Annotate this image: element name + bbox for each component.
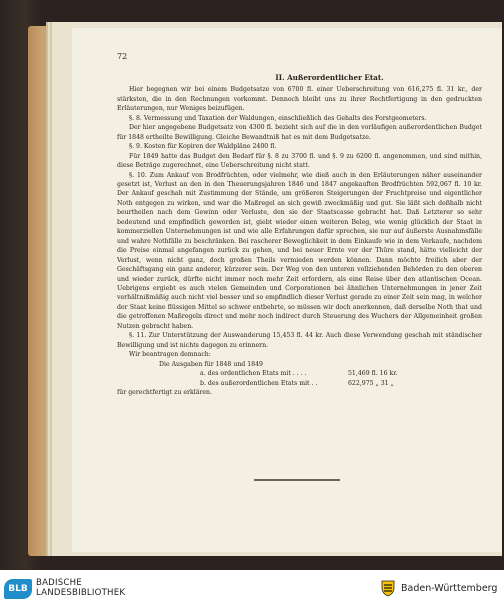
paragraph: §. 11. Zur Unterstützung der Auswanderung 15,453 fl. 44 kr. Auch diese Verwendung geschah mit ständischer Bewilligung und ist nichts dagegen zu erinnern.: [117, 332, 482, 349]
request-intro: Wir beantragen demnach:: [129, 351, 211, 359]
request-closing: für gerechtfertigt zu erklären.: [117, 388, 212, 396]
footer-bar: [0, 570, 504, 606]
state-crest-icon[interactable]: [380, 579, 396, 597]
paragraph: Der hier angegebene Budgetsatz von 4300 fl. bezieht sich auf die in den vorläufigen außerordentlichen Budget für 1848 ertheilte Bewilligung. Gleiche Bewandtniß hat es mit dem Budgetsatze.: [117, 124, 482, 141]
request-row-label: b. des außerordentlichen Etats mit . .: [200, 379, 318, 387]
library-name: [36, 578, 125, 598]
library-name-line1: BADISCHE: [36, 578, 82, 588]
request-row-a: [117, 369, 482, 378]
request-detail: Die Ausgaben für 1848 und 1849: [159, 360, 263, 368]
library-name-line2: LANDESBIBLIOTHEK: [36, 588, 126, 598]
blb-logo[interactable]: BLB: [4, 579, 32, 599]
request-row-value: 622,975 „ 31 „: [348, 379, 394, 387]
paragraph: Hier begegnen wir bei einem Budgetsatze von 6700 fl. einer Ueberschreitung von 616,275 fl. 31 kr., der stärksten, die in den Rechnungen vorkommt. Dennoch bleibt uns zu ihrer Rechtfertigung in den gedruckten Erläuterungen, nur Weniges beizufügen.: [117, 86, 482, 113]
paragraph: §. 9. Kosten für Kopiren der Waldpläne 2400 fl.: [129, 143, 277, 151]
closing-rule: [254, 479, 340, 481]
request-row-label: a. des ordentlichen Etats mit . . . .: [200, 370, 307, 378]
paragraph: §. 10. Zum Ankauf von Brodfrüchten, oder vielmehr, wie dieß auch in den Erläuterungen näher auseinander gesetzt ist, Verlust an den in den Theuerungsjahren 1846 und 1847 angekauften Brodfrüchten 592,067 fl. 10 kr. Der Ankauf geschah mit Zustimmung der Stände, um größeren Steigerungen der Fruchtpreise und eigentlicher Noth entgegen zu wirken, und war die Maßregel an sich gewiß zweckmäßig und gut. Sie läßt sich deßhalb nicht beurtheilen nach dem Gewinn oder Verluste, den sie der Staatscasse gebracht hat. Daß Letzterer so sehr bedeutend und empfindlich geworden ist, giebt wieder einen weiteren Beleg, wie wenig glücklich der Staat in kommerziellen Unternehmungen ist und wie alle Erfahrungen dafür sprechen, sie nur auf äußerste Ausnahmsfälle und wahre Nothfälle zu beschränken. Bei rascherer Beweglichkeit in dem Einkaufe wie in dem Verkaufe, nachdem die Preise einmal angefangen zurück zu gehen, und bei neuer Ernte vor der Thüre stand, hätte vielleicht der Verlust, wenn nicht ganz, doch großen Theils vermieden werden können. Dann möchte freilich aber der Geschäftsgang ein ganz anderer, kürzerer sein. Der Weg von den unteren vollziehenden Behörden zu den oberen und wieder zurück, dürfte nicht immer noch mehr Zeit erfordern, als eine Reise über den atlantischen Ocean. Uebrigens ergiebt es auch vielen Gemeinden und Corporationen bei ähnlichen Unternehmungen in jener Zeit verhältnißmäßig auch nicht viel besser und so empfindlich dieser Verlust gerade zu einer Zeit sein mag, in welcher der Staat keine flüssigen Mittel so schwer entbehrte, so müssen wir doch anerkennen, daß derselbe Noth that und die getroffenen Maßregeln direct und mehr noch indirect durch Steuerung des Wuchers der Allgemeinheit großen Nutzen gebracht haben.: [117, 171, 482, 330]
page-number: 72: [117, 52, 128, 61]
section-title: II. Außerordentlicher Etat.: [275, 73, 384, 82]
paragraph: Für 1849 hatte das Budget den Bedarf für §. 8 zu 3700 fl. und §. 9 zu 6200 fl. angenommen, und sind mithin, diese Beträge zugerechnet, eine Ueberschreitung nicht statt.: [117, 152, 482, 170]
state-name: Baden-Württemberg: [401, 583, 498, 594]
request-row-value: 51,469 fl. 16 kr.: [348, 370, 398, 378]
paragraph: §. 8. Vermessung und Taxation der Waldungen, einschließlich des Gehalts des Forstgeometers.: [129, 114, 427, 122]
page-body: [117, 61, 482, 397]
request-row-b: [117, 379, 482, 388]
